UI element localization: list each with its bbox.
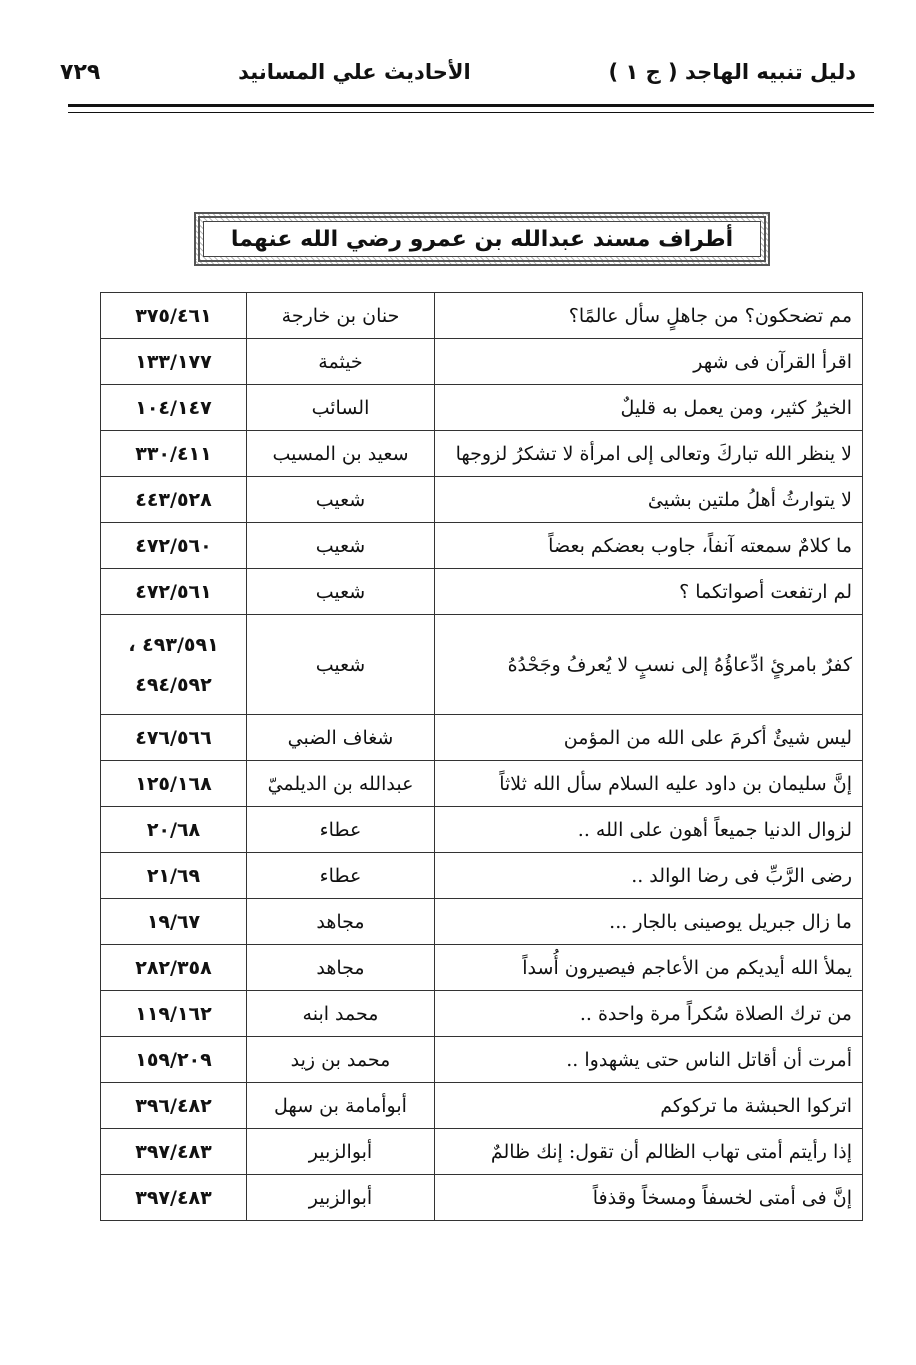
reference-number: ١٩/٦٧ — [146, 910, 201, 933]
table-row — [101, 807, 863, 853]
reference-number: ٢١/٦٩ — [146, 864, 201, 887]
narrator-cell: عطاء — [247, 853, 435, 899]
reference-number: ٢٠/٦٨ — [146, 818, 201, 841]
narrator-cell: محمد ابنه — [247, 991, 435, 1037]
table-row — [101, 853, 863, 899]
reference-cell — [101, 1037, 247, 1083]
reference-number: ٤٧٢/٥٦١ — [135, 580, 212, 603]
reference-number: ١٥٩/٢٠٩ — [135, 1048, 212, 1071]
reference-cell — [101, 569, 247, 615]
table-row — [101, 615, 863, 715]
hadith-text-cell: ما زال جبريل يوصينى بالجار ... — [435, 899, 863, 945]
table-row — [101, 477, 863, 523]
reference-number: ٣٣٠/٤١١ — [135, 442, 212, 465]
reference-cell — [101, 1175, 247, 1221]
page-title: أطراف مسند عبدالله بن عمرو رضي الله عنهما — [203, 221, 761, 257]
reference-cell — [101, 715, 247, 761]
narrator-cell: خيثمة — [247, 339, 435, 385]
hadith-text-cell: لا ينظر الله تباركَ وتعالى إلى امرأة لا تشكرُ لزوجها — [435, 431, 863, 477]
narrator-cell: أبوالزبير — [247, 1129, 435, 1175]
hadith-text-cell: لزوال الدنيا جميعاً أهون على الله .. — [435, 807, 863, 853]
reference-cell — [101, 1129, 247, 1175]
page-number: ٧٢٩ — [60, 59, 101, 85]
reference-number: ٤٧٢/٥٦٠ — [135, 534, 212, 557]
reference-cell — [101, 615, 247, 715]
narrator-cell: شعيب — [247, 523, 435, 569]
hadith-text-cell: رضى الرَّبِّ فى رضا الوالد .. — [435, 853, 863, 899]
narrator-cell: شعيب — [247, 569, 435, 615]
narrator-cell: مجاهد — [247, 945, 435, 991]
table-row — [101, 1129, 863, 1175]
section-title-box — [194, 212, 770, 266]
table-row — [101, 761, 863, 807]
reference-number: ٣٩٦/٤٨٢ — [135, 1094, 212, 1117]
table-row — [101, 569, 863, 615]
reference-number: ١٠٤/١٤٧ — [135, 396, 212, 419]
reference-number: ١٣٣/١٧٧ — [135, 350, 212, 373]
reference-cell — [101, 1083, 247, 1129]
hadith-text-cell: من ترك الصلاة سُكراً مرة واحدة .. — [435, 991, 863, 1037]
reference-number: ٤٩٤/٥٩٢ — [135, 673, 212, 696]
reference-cell — [101, 853, 247, 899]
hadith-text-cell: يملأ الله أيديكم من الأعاجم فيصيرون أُسداً — [435, 945, 863, 991]
page-header — [60, 52, 856, 92]
hadith-text-cell: إذا رأيتم أمتى تهاب الظالم أن تقول: إنك ظالمٌ — [435, 1129, 863, 1175]
hadith-text-cell: ما كلامٌ سمعته آنفاً، جاوب بعضكم بعضاً — [435, 523, 863, 569]
table-row — [101, 1083, 863, 1129]
header-rule-thick — [68, 104, 874, 107]
narrator-cell: حنان بن خارجة — [247, 293, 435, 339]
reference-cell — [101, 431, 247, 477]
hadith-text-cell: اقرأ القرآن فى شهر — [435, 339, 863, 385]
hadith-text-cell: إنَّ سليمان بن داود عليه السلام سأل الله ثلاثاً — [435, 761, 863, 807]
reference-number: ٣٩٧/٤٨٣ — [135, 1140, 212, 1163]
table-row — [101, 293, 863, 339]
reference-cell — [101, 945, 247, 991]
hadith-text-cell: مم تضحكون؟ من جاهلٍ سأل عالمًا؟ — [435, 293, 863, 339]
hadith-text-cell: اتركوا الحبشة ما تركوكم — [435, 1083, 863, 1129]
table-row — [101, 945, 863, 991]
narrator-cell: شغاف الضبي — [247, 715, 435, 761]
reference-number: ٣٧٥/٤٦١ — [135, 304, 212, 327]
table-row — [101, 715, 863, 761]
table-row — [101, 899, 863, 945]
hadith-index-table — [100, 292, 863, 1221]
hadith-text-cell: لا يتوارثُ أهلُ ملتين بشيئ — [435, 477, 863, 523]
hadith-text-cell: كفرٌ بامرئٍ ادِّعاؤُهُ إلى نسبٍ لا يُعرفُ وجَحْدُهُ — [435, 615, 863, 715]
table-row — [101, 1175, 863, 1221]
narrator-cell: عبدالله بن الديلميّ — [247, 761, 435, 807]
reference-number: ١٢٥/١٦٨ — [135, 772, 212, 795]
narrator-cell: شعيب — [247, 615, 435, 715]
narrator-cell: عطاء — [247, 807, 435, 853]
table-row — [101, 1037, 863, 1083]
hadith-text-cell: إنَّ فى أمتى لخسفاً ومسخاً وقذفاً — [435, 1175, 863, 1221]
narrator-cell: السائب — [247, 385, 435, 431]
reference-cell — [101, 293, 247, 339]
narrator-cell: محمد بن زيد — [247, 1037, 435, 1083]
reference-number: ٢٨٢/٣٥٨ — [135, 956, 212, 979]
reference-cell — [101, 523, 247, 569]
table-row — [101, 991, 863, 1037]
narrator-cell: شعيب — [247, 477, 435, 523]
reference-cell — [101, 761, 247, 807]
hadith-text-cell: الخيرُ كثير، ومن يعمل به قليلٌ — [435, 385, 863, 431]
reference-cell — [101, 339, 247, 385]
reference-cell — [101, 477, 247, 523]
hadith-text-cell: أمرت أن أقاتل الناس حتى يشهدوا .. — [435, 1037, 863, 1083]
narrator-cell: أبوأمامة بن سهل — [247, 1083, 435, 1129]
reference-number: ٤٩٣/٥٩١ ، — [128, 633, 219, 656]
reference-number: ٤٧٦/٥٦٦ — [135, 726, 212, 749]
reference-cell — [101, 899, 247, 945]
header-rule-thin — [68, 112, 874, 113]
reference-number: ٤٤٣/٥٢٨ — [135, 488, 212, 511]
reference-cell — [101, 991, 247, 1037]
narrator-cell: أبوالزبير — [247, 1175, 435, 1221]
narrator-cell: مجاهد — [247, 899, 435, 945]
table-row — [101, 431, 863, 477]
reference-cell — [101, 385, 247, 431]
section-title: الأحاديث علي المسانيد — [238, 60, 471, 84]
hadith-text-cell: ليس شيئٌ أكرمَ على الله من المؤمن — [435, 715, 863, 761]
hadith-text-cell: لم ارتفعت أصواتكما ؟ — [435, 569, 863, 615]
book-title: دليل تنبيه الهاجد ( ج ١ ) — [608, 60, 856, 84]
narrator-cell: سعيد بن المسيب — [247, 431, 435, 477]
reference-number: ٣٩٧/٤٨٣ — [135, 1186, 212, 1209]
reference-number: ١١٩/١٦٢ — [135, 1002, 212, 1025]
table-row — [101, 385, 863, 431]
table-row — [101, 339, 863, 385]
table-row — [101, 523, 863, 569]
reference-cell — [101, 807, 247, 853]
